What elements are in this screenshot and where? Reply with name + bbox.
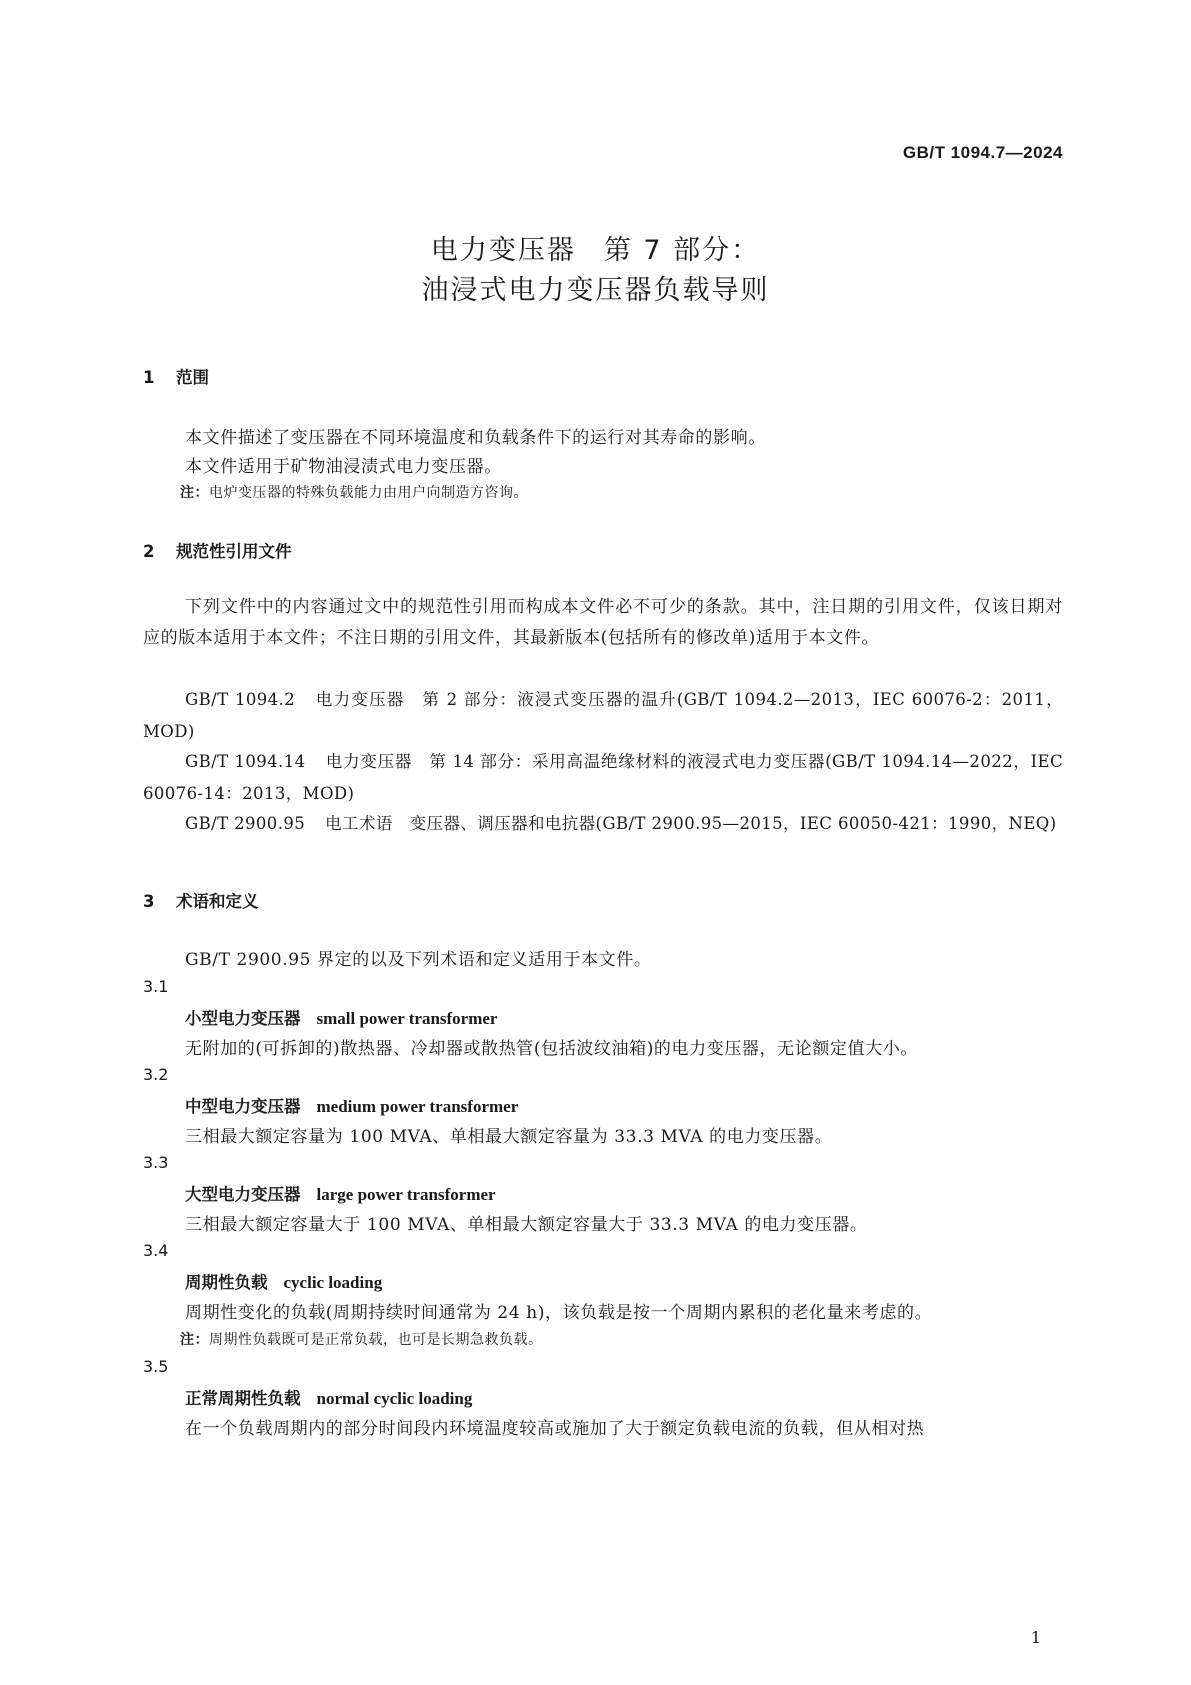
scope-paragraph-1: 本文件描述了变压器在不同环境温度和负载条件下的运行对其寿命的影响。 — [185, 428, 766, 448]
term-definition: 在一个负载周期内的部分时间段内环境温度较高或施加了大于额定负载电流的负载，但从相对热 — [185, 1419, 925, 1439]
section-2-heading: 2 规范性引用文件 — [143, 542, 292, 561]
scope-note: 注：电炉变压器的特殊负载能力由用户向制造方咨询。 — [180, 485, 528, 501]
standard-code: GB/T 1094.7—2024 — [902, 143, 1063, 162]
term-note: 注：周期性负载既可是正常负载，也可是长期急救负载。 — [180, 1332, 543, 1348]
term-definition: 周期性变化的负载(周期持续时间通常为 24 h)，该负载是按一个周期内累积的老化量来考虑的。 — [185, 1303, 933, 1323]
term-number: 3.2 — [143, 1065, 169, 1084]
normative-intro: 下列文件中的内容通过文中的规范性引用而构成本文件必不可少的条款。其中，注日期的引用文件，仅该日期对应的版本适用于本文件；不注日期的引用文件，其最新版本(包括所有的修改单)适用于本文件。 — [143, 597, 1063, 648]
term-definition: 无附加的(可拆卸的)散热器、冷却器或散热管(包括波纹油箱)的电力变压器，无论额定值大小。 — [185, 1039, 918, 1059]
term-name: 正常周期性负载 normal cyclic loading — [185, 1389, 473, 1408]
title-line-2: 油浸式电力变压器负载导则 — [421, 275, 770, 306]
term-number: 3.1 — [143, 977, 169, 996]
title-part-b: 第 7 部分： — [603, 235, 761, 266]
term-definition: 三相最大额定容量大于 100 MVA、单相最大额定容量大于 33.3 MVA 的电力变压器。 — [185, 1215, 868, 1235]
term-name: 大型电力变压器 large power transformer — [185, 1185, 496, 1204]
section-3-heading: 3 术语和定义 — [143, 892, 259, 911]
normative-reference-2: GB/T 1094.14 电力变压器 第 14 部分：采用高温绝缘材料的液浸式电力变压器(GB/T 1094.14—2022，IEC 60076-14：2013，MOD) — [143, 752, 1063, 803]
term-number: 3.5 — [143, 1357, 169, 1376]
title-line-1 — [0, 228, 1191, 267]
term-definition: 三相最大额定容量为 100 MVA、单相最大额定容量为 33.3 MVA 的电力变压器。 — [185, 1127, 833, 1147]
term-number: 3.3 — [143, 1153, 169, 1172]
term-name: 小型电力变压器 small power transformer — [185, 1009, 498, 1028]
normative-reference-1: GB/T 1094.2 电力变压器 第 2 部分：液浸式变压器的温升(GB/T 1094.2—2013，IEC 60076-2：2011，MOD) — [143, 690, 1063, 741]
title-part-a: 电力变压器 — [430, 235, 576, 266]
normative-reference-3: GB/T 2900.95 电工术语 变压器、调压器和电抗器(GB/T 2900.95—2015，IEC 60050-421：1990，NEQ) — [185, 814, 1057, 833]
page-number: 1 — [1030, 1628, 1041, 1647]
terms-intro: GB/T 2900.95 界定的以及下列术语和定义适用于本文件。 — [185, 950, 652, 970]
term-name: 中型电力变压器 medium power transformer — [185, 1097, 519, 1116]
term-number: 3.4 — [143, 1241, 169, 1260]
section-1-heading: 1 范围 — [143, 368, 209, 387]
term-name: 周期性负载 cyclic loading — [185, 1273, 383, 1292]
scope-paragraph-2: 本文件适用于矿物油浸渍式电力变压器。 — [185, 457, 502, 477]
